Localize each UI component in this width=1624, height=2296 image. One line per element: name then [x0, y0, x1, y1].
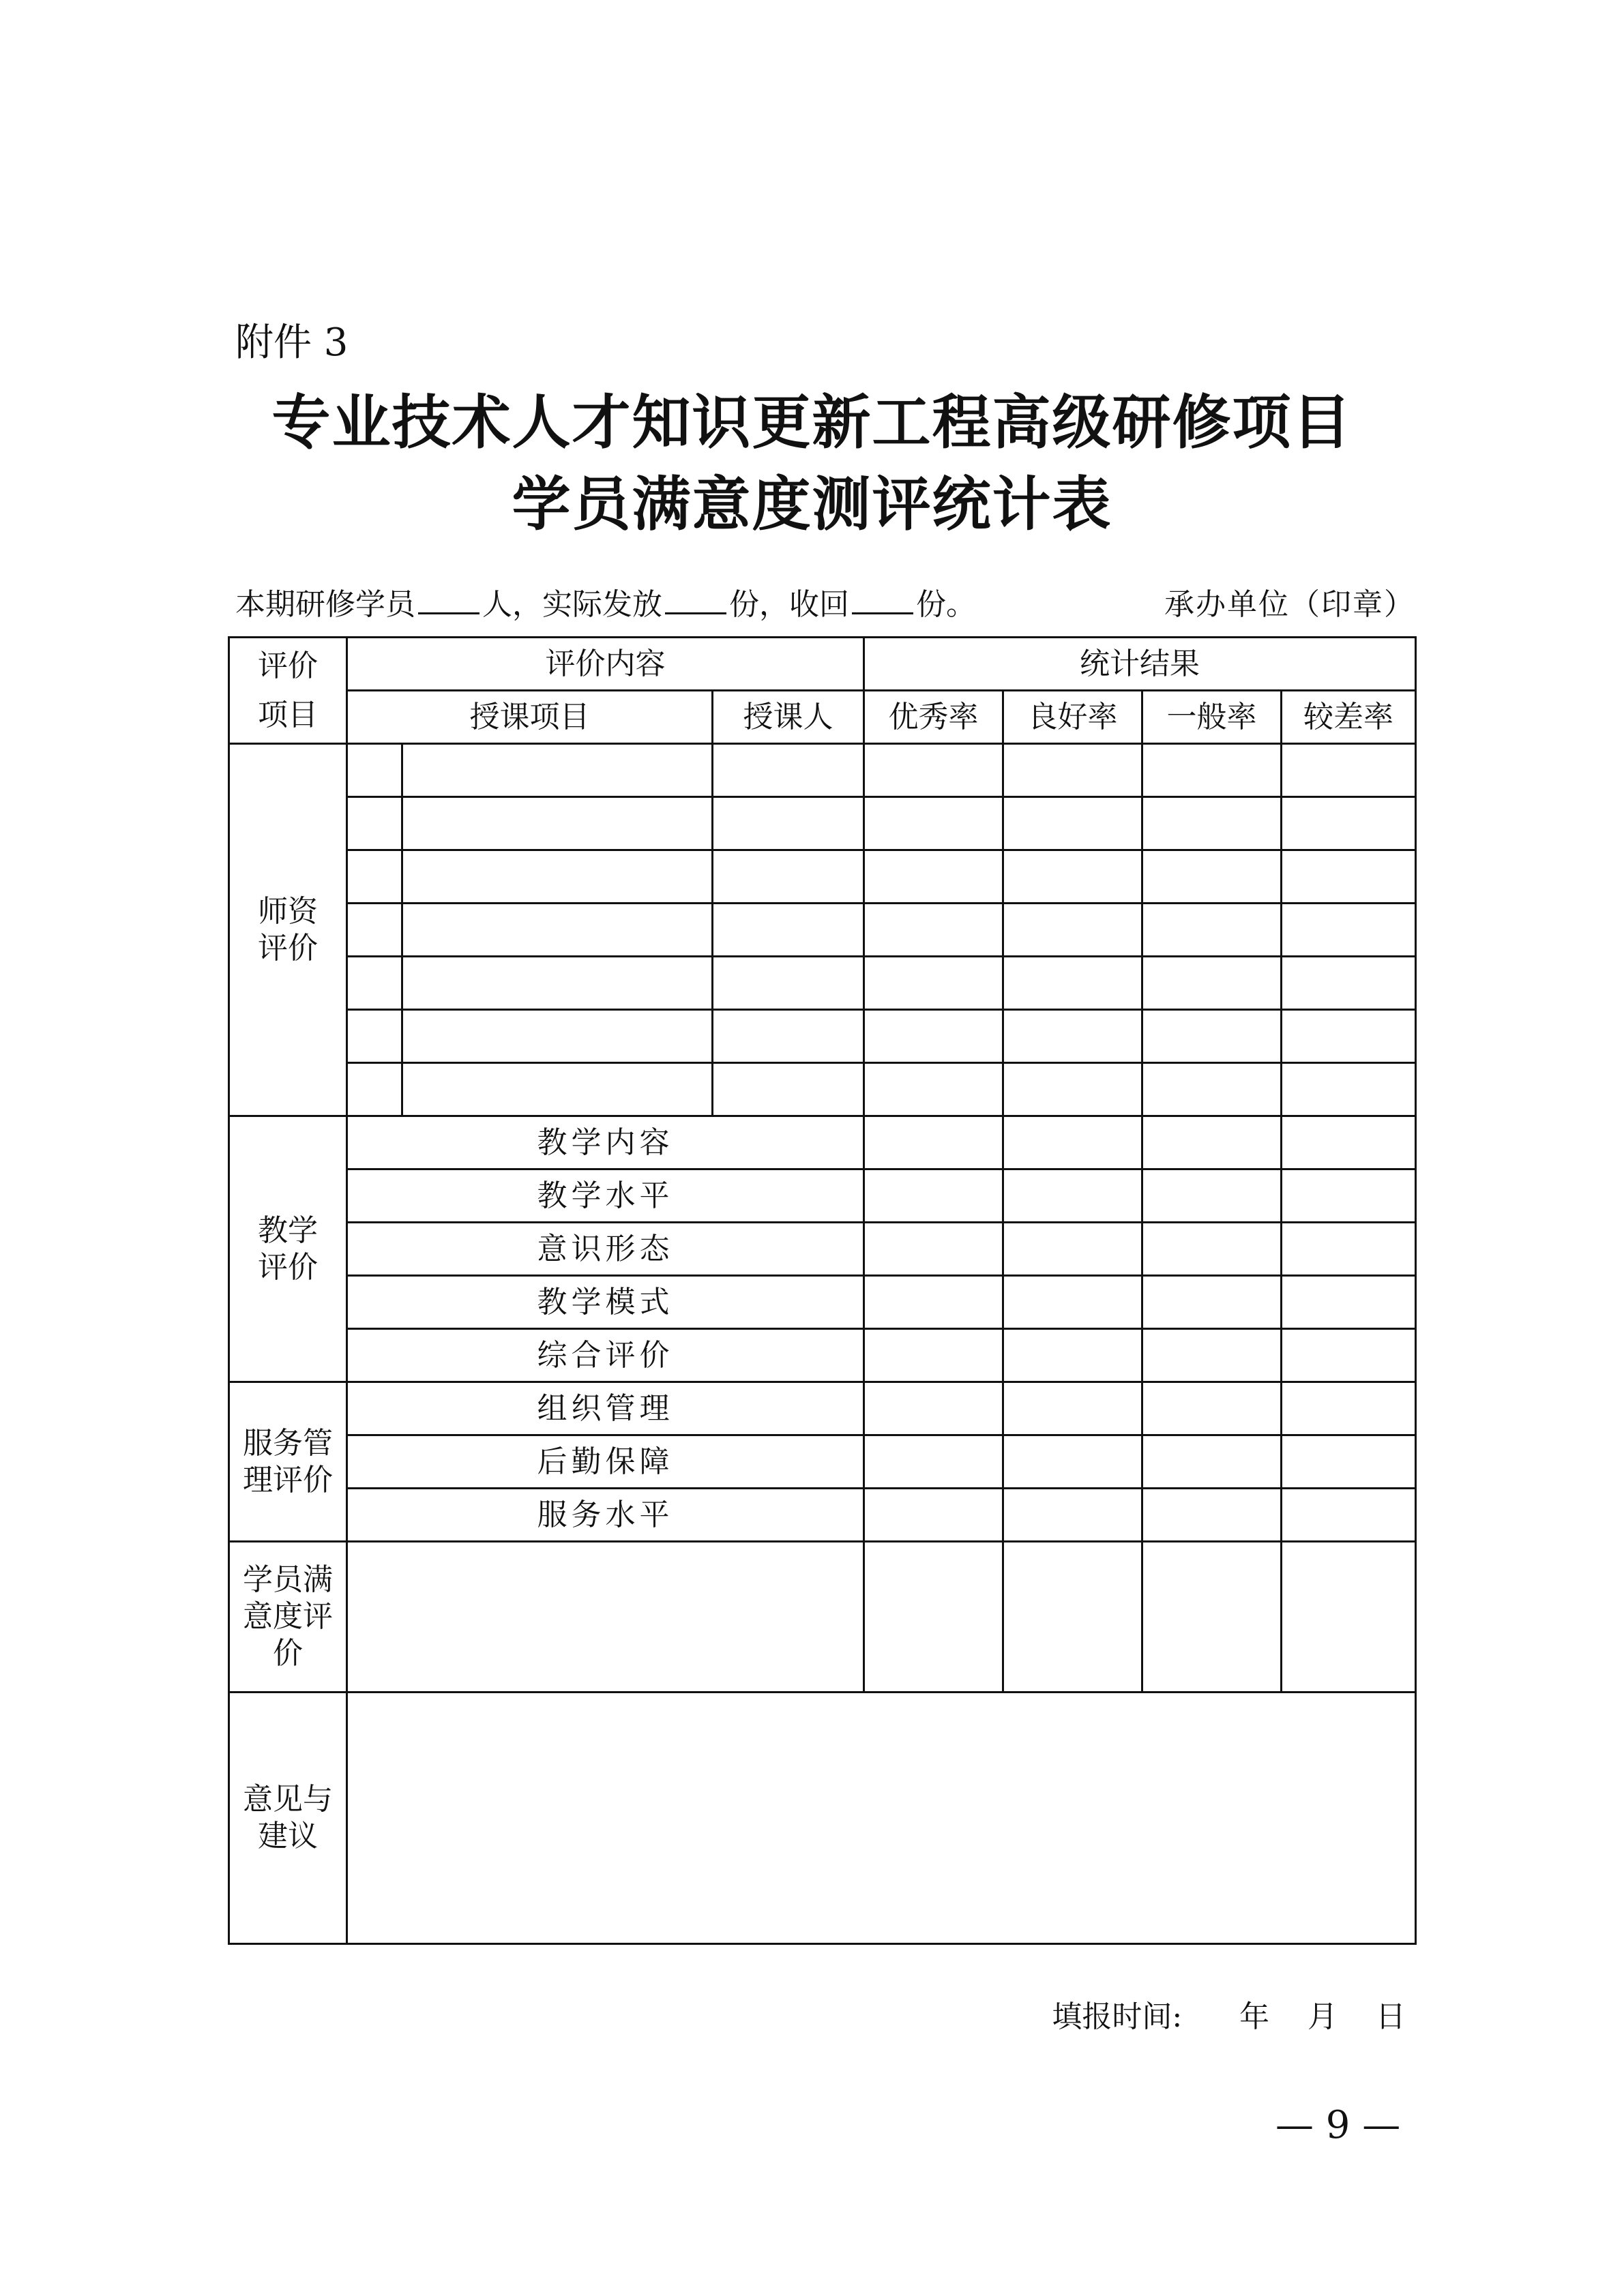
rate-cell[interactable]: [864, 1223, 1003, 1276]
rate-cell[interactable]: [1142, 850, 1282, 904]
faculty-teacher-cell[interactable]: [713, 797, 864, 850]
month-label: 月: [1308, 1999, 1338, 2034]
rate-cell[interactable]: [1282, 1223, 1416, 1276]
rate-cell[interactable]: [1282, 1329, 1416, 1382]
document-title-line-2: 学员满意度测评统计表: [512, 471, 1112, 539]
rate-cell[interactable]: [1142, 904, 1282, 957]
rate-cell[interactable]: [1003, 1169, 1142, 1223]
rate-cell[interactable]: [1282, 1542, 1416, 1693]
faculty-course-cell[interactable]: [402, 744, 713, 797]
teaching-item-label: 教学内容: [347, 1116, 864, 1169]
faculty-teacher-cell[interactable]: [713, 957, 864, 1010]
rate-cell[interactable]: [864, 797, 1003, 850]
fill-date-line: [1052, 1993, 1406, 2041]
rate-cell[interactable]: [1003, 797, 1142, 850]
rate-cell[interactable]: [1282, 1382, 1416, 1435]
rate-cell[interactable]: [1282, 744, 1416, 797]
rate-cell[interactable]: [1003, 1276, 1142, 1329]
rate-cell[interactable]: [1003, 1063, 1142, 1116]
teaching-item-label: 教学模式: [347, 1276, 864, 1329]
rate-cell[interactable]: [1003, 904, 1142, 957]
faculty-course-cell[interactable]: [402, 1010, 713, 1063]
rate-cell[interactable]: [864, 1063, 1003, 1116]
rate-cell[interactable]: [864, 1435, 1003, 1489]
faculty-course-cell[interactable]: [402, 904, 713, 957]
service-item-label: 服务水平: [347, 1489, 864, 1542]
enrolled-label: 本期研修学员: [235, 587, 415, 622]
rate-cell[interactable]: [1003, 1489, 1142, 1542]
rate-cell[interactable]: [1003, 1223, 1142, 1276]
fill-date-label: 填报时间:: [1052, 1999, 1183, 2034]
faculty-teacher-cell[interactable]: [713, 1010, 864, 1063]
rate-cell[interactable]: [1142, 1542, 1282, 1693]
faculty-row-index[interactable]: [347, 744, 402, 797]
rate-cell[interactable]: [1142, 1329, 1282, 1382]
faculty-teacher-cell[interactable]: [713, 904, 864, 957]
rate-cell[interactable]: [1282, 1010, 1416, 1063]
rate-cell[interactable]: [1003, 1116, 1142, 1169]
rate-cell[interactable]: [1282, 850, 1416, 904]
rate-cell[interactable]: [1003, 1382, 1142, 1435]
faculty-teacher-cell[interactable]: [713, 850, 864, 904]
header-poor-rate: 较差率: [1282, 691, 1416, 744]
rate-cell[interactable]: [1142, 1063, 1282, 1116]
faculty-teacher-cell[interactable]: [713, 744, 864, 797]
rate-cell[interactable]: [1142, 1435, 1282, 1489]
faculty-row-index[interactable]: [347, 904, 402, 957]
faculty-course-cell[interactable]: [402, 797, 713, 850]
collected-label: 份，收回: [729, 587, 849, 622]
header-teacher: 授课人: [713, 691, 864, 744]
rate-cell[interactable]: [1003, 1435, 1142, 1489]
distributed-count-blank[interactable]: [665, 581, 726, 614]
rate-cell[interactable]: [1142, 797, 1282, 850]
rate-cell[interactable]: [864, 850, 1003, 904]
rate-cell[interactable]: [1282, 1116, 1416, 1169]
organizer-seal-label: 承办单位（印章）: [1164, 587, 1415, 622]
faculty-row-index[interactable]: [347, 957, 402, 1010]
opinions-input-area[interactable]: [347, 1693, 1416, 1944]
rate-cell[interactable]: [1003, 850, 1142, 904]
faculty-teacher-cell[interactable]: [713, 1063, 864, 1116]
faculty-row-index[interactable]: [347, 797, 402, 850]
rate-cell[interactable]: [864, 1276, 1003, 1329]
rate-cell[interactable]: [864, 1489, 1003, 1542]
rate-cell[interactable]: [1142, 744, 1282, 797]
rate-cell[interactable]: [864, 1329, 1003, 1382]
rate-cell[interactable]: [1282, 797, 1416, 850]
rate-cell[interactable]: [1282, 957, 1416, 1010]
faculty-row-index[interactable]: [347, 850, 402, 904]
rate-cell[interactable]: [1142, 1489, 1282, 1542]
rate-cell[interactable]: [1003, 957, 1142, 1010]
year-label: 年: [1239, 1999, 1270, 2034]
rate-cell[interactable]: [1282, 1063, 1416, 1116]
rate-cell[interactable]: [1003, 1542, 1142, 1693]
rate-cell[interactable]: [1282, 1489, 1416, 1542]
distributed-label: 人，实际发放: [482, 587, 662, 622]
service-item-label: 组织管理: [347, 1382, 864, 1435]
header-eval-content: 评价内容: [347, 638, 864, 691]
faculty-course-cell[interactable]: [402, 957, 713, 1010]
satisfaction-content-cell[interactable]: [347, 1542, 864, 1693]
rate-cell[interactable]: [1282, 904, 1416, 957]
rate-cell[interactable]: [864, 1010, 1003, 1063]
day-label: 日: [1376, 1999, 1406, 2034]
section-faculty: 师资评价: [229, 744, 347, 1116]
page-number: — 9 —: [1275, 2103, 1401, 2147]
header-stats: 统计结果: [864, 638, 1416, 691]
rate-cell[interactable]: [1003, 744, 1142, 797]
rate-cell[interactable]: [864, 1169, 1003, 1223]
header-excellent-rate: 优秀率: [864, 691, 1003, 744]
rate-cell[interactable]: [864, 904, 1003, 957]
rate-cell[interactable]: [864, 1116, 1003, 1169]
faculty-course-cell[interactable]: [402, 850, 713, 904]
rate-cell[interactable]: [1282, 1169, 1416, 1223]
header-course: 授课项目: [347, 691, 713, 744]
section-teaching: 教学评价: [229, 1116, 347, 1382]
faculty-row-index[interactable]: [347, 1063, 402, 1116]
service-item-label: 后勤保障: [347, 1435, 864, 1489]
rate-cell[interactable]: [1282, 1435, 1416, 1489]
enrolled-count-blank[interactable]: [418, 581, 479, 614]
rate-cell[interactable]: [864, 957, 1003, 1010]
header-average-rate: 一般率: [1142, 691, 1282, 744]
document-title-line-1: 专业技术人才知识更新工程高级研修项目: [271, 389, 1353, 457]
rate-cell[interactable]: [1142, 1010, 1282, 1063]
copies-suffix: 份。: [916, 587, 976, 622]
survey-summary-line: [235, 581, 1415, 629]
header-eval-item: 评价项目: [229, 638, 347, 744]
section-opinions: 意见与建议: [229, 1693, 347, 1944]
section-satisfaction: 学员满意度评价: [229, 1542, 347, 1693]
teaching-item-label: 教学水平: [347, 1169, 864, 1223]
collected-count-blank[interactable]: [852, 581, 913, 614]
rate-cell[interactable]: [1142, 1169, 1282, 1223]
rate-cell[interactable]: [1142, 1223, 1282, 1276]
rate-cell[interactable]: [864, 744, 1003, 797]
evaluation-table: [228, 636, 1417, 1945]
rate-cell[interactable]: [1142, 1276, 1282, 1329]
faculty-row-index[interactable]: [347, 1010, 402, 1063]
rate-cell[interactable]: [1282, 1276, 1416, 1329]
rate-cell[interactable]: [1142, 1382, 1282, 1435]
teaching-item-label: 意识形态: [347, 1223, 864, 1276]
teaching-item-label: 综合评价: [347, 1329, 864, 1382]
faculty-course-cell[interactable]: [402, 1063, 713, 1116]
header-good-rate: 良好率: [1003, 691, 1142, 744]
rate-cell[interactable]: [864, 1542, 1003, 1693]
rate-cell[interactable]: [864, 1382, 1003, 1435]
rate-cell[interactable]: [1142, 1116, 1282, 1169]
section-service: 服务管理评价: [229, 1382, 347, 1542]
attachment-label: 附件 3: [235, 320, 349, 365]
rate-cell[interactable]: [1003, 1010, 1142, 1063]
rate-cell[interactable]: [1003, 1329, 1142, 1382]
rate-cell[interactable]: [1142, 957, 1282, 1010]
